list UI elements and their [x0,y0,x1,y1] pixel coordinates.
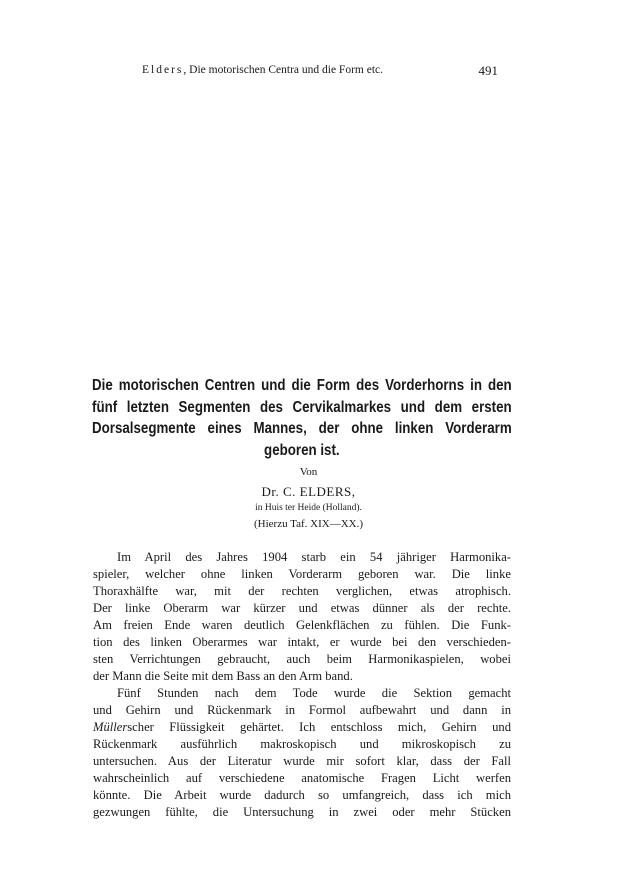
body-text [93,549,511,821]
body-line [93,719,511,736]
running-head-author: Elders [142,64,184,76]
body-line: spieler, welcher ohne linken Vorderarm geboren war. Die linke [93,567,511,581]
body-line: Am freien Ende waren deutlich Gelenkflächen zu fühlen. Die Funk- [93,618,511,632]
body-line: Fünf Stunden nach dem Tode wurde die Sektion gemacht [117,686,511,700]
body-line: sten Verrichtungen gebraucht, auch beim Harmonikaspielen, wobei [93,652,511,666]
body-line-rest: scher Flüssigkeit gehärtet. Ich entschloss mich, Gehirn und [127,720,511,734]
body-line: Der linke Oberarm war kürzer und etwas dünner als der rechte. [93,601,511,615]
body-line: der Mann die Seite mit dem Bass an den Arm band. [93,669,353,683]
author-reference: Müller [93,720,128,734]
running-head [142,64,498,76]
author-affiliation: in Huis ter Heide (Holland). [255,503,362,513]
body-line: tion des linken Oberarmes war intakt, er wurde bei den verschieden- [93,635,511,649]
running-head-title: Die motorischen Centra und die Form etc. [189,64,383,76]
body-line: gezwungen fühlte, die Untersuchung in zwei oder mehr Stücken [93,805,511,819]
body-line: Rückenmark ausführlich makroskopisch und mikroskopisch zu [93,737,511,751]
article-title: Die motorischen Centren und die Form des Vorderhorns in den fünf letzten Segmenten des Cervikalmarkes und dem ersten Dorsalsegmente eines Mannes, der ohne linken Vorderarm geboren ist. [92,377,512,459]
body-line: untersuchen. Aus der Literatur wurde mir sofort klar, dass der Fall [93,754,511,768]
body-line: könnte. Die Arbeit wurde dadurch so umfangreich, dass ich mich [93,788,511,802]
article-author: Dr. C. ELDERS, [261,484,356,499]
plates-note: (Hierzu Taf. XIX—XX.) [254,518,363,530]
body-line: und Gehirn und Rückenmark in Formol aufbewahrt und dann in [93,703,511,717]
body-line: Thoraxhälfte war, mit der rechten verglichen, etwas atrophisch. [93,584,511,598]
von-label: Von [299,466,318,478]
body-line: wahrscheinlich auf verschiedene anatomische Fragen Licht werfen [93,771,511,785]
running-head-separator: , [183,64,190,76]
body-line: Im April des Jahres 1904 starb ein 54 jähriger Harmonika- [117,550,511,564]
page-number: 491 [478,63,498,78]
